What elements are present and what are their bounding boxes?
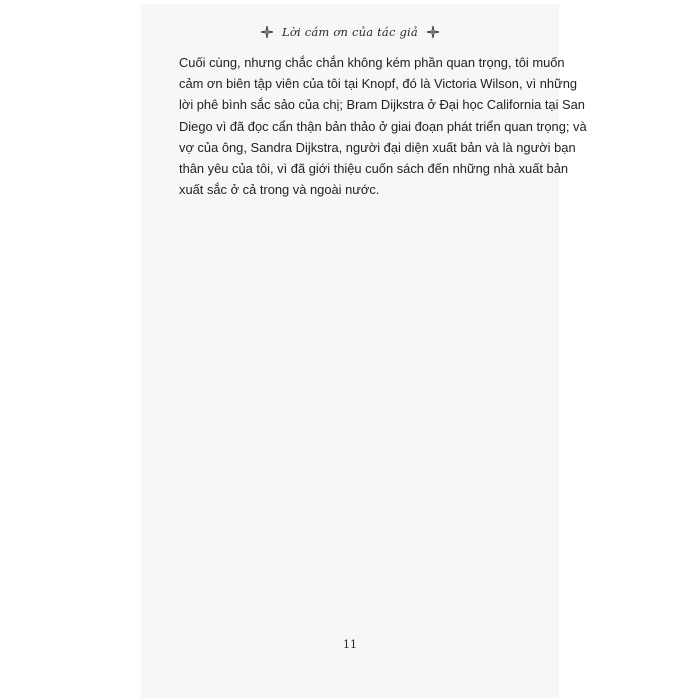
text-line: vợ của ông, Sandra Dijkstra, người đại diện xuất bản và là người bạn (179, 139, 576, 155)
book-page (141, 4, 587, 698)
text-line: Diego vì đã đọc cẩn thận bản thảo ở giai đoạn phát triển quan trọng; và (179, 118, 587, 134)
page-number: 11 (343, 638, 357, 651)
ornament-right-icon (426, 25, 440, 39)
text-line: Cuối cùng, nhưng chắc chắn không kém phần quan trọng, tôi muốn (179, 55, 565, 70)
text-line: thân yêu của tôi, vì đã giới thiệu cuốn sách đến những nhà xuất bản (179, 161, 569, 177)
chapter-title: Lời cám ơn của tác giả (282, 25, 418, 39)
text-line: lời phê bình sắc sảo của chị; Bram Dijkstra ở Đại học California tại San (179, 97, 585, 113)
running-header (141, 21, 559, 43)
ornament-left-icon (260, 25, 274, 39)
text-line: xuất sắc ở cả trong và ngoài nước. (179, 182, 380, 198)
text-line: cảm ơn biên tập viên của tôi tại Knopf, đó là Victoria Wilson, vì những (179, 76, 578, 92)
body-paragraph (179, 52, 587, 200)
